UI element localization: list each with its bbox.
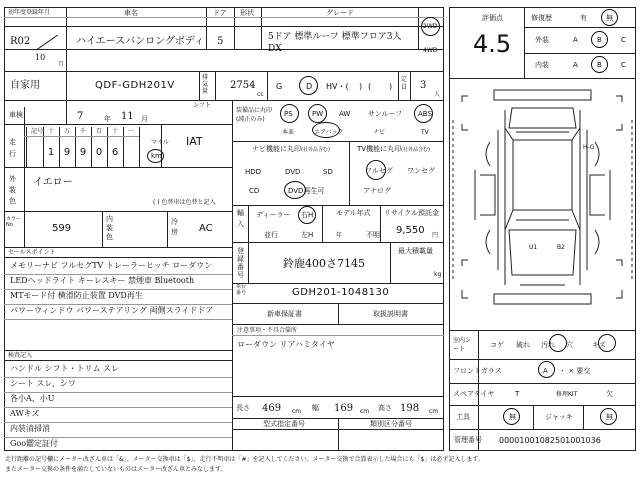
navi-item: SD <box>323 168 333 176</box>
odo-divider <box>26 127 27 167</box>
month-value: 10 <box>35 53 46 62</box>
tv-item: ワンセグ <box>407 167 435 175</box>
recycle-value: 9,550 <box>396 225 425 236</box>
class-number-label: 類別区分番号 <box>370 420 412 428</box>
width-unit: cm <box>360 408 370 415</box>
ac-label: 冷房 <box>171 218 178 236</box>
tv-note-text: (社外品含む) <box>401 147 430 153</box>
equip-item: サンルーフ <box>368 110 403 118</box>
right-hand-circle <box>298 206 316 224</box>
inspection-month-unit: 月 <box>141 115 148 123</box>
navi-title <box>252 146 330 153</box>
dvd-play-circle <box>284 181 306 199</box>
reg-year-label: 初年度登録年月 <box>8 9 51 16</box>
tv-title-text: TV機能に丸印 <box>357 145 402 153</box>
shift-label: シフト <box>193 102 212 109</box>
height-value: 198 <box>400 403 420 414</box>
notes-label: 注意事項・不具合箇所 <box>237 327 298 334</box>
equipment-sub-text: (純正のみ) <box>236 116 265 123</box>
recycle-label: リサイクル預託金 <box>384 209 440 217</box>
seat-item: キズ <box>592 341 606 349</box>
odo-divider <box>91 127 92 167</box>
car-diagram <box>450 80 635 320</box>
exterior-color: イエロー <box>33 177 73 188</box>
car-name-label: 車名 <box>124 9 138 17</box>
equip-item: ナビ <box>373 129 386 136</box>
equip-item: PS <box>284 110 293 118</box>
spare-label: スペアタイヤ <box>453 390 495 398</box>
management-number: 00001001082501001036 <box>499 436 601 445</box>
recycle-unit: 円 <box>432 232 439 239</box>
height-label: 高さ <box>378 404 392 412</box>
registration-label: 登録番号 <box>237 247 244 279</box>
month-unit: 月 <box>58 61 65 68</box>
repair-no: 無 <box>606 14 613 22</box>
sales-point-line: パワーウィンドウ パワーステアリング 両側スライドドア <box>10 306 214 315</box>
diagram-h-label: H-G <box>583 144 595 151</box>
type-number-label: 型式指定番号 <box>263 420 305 428</box>
fuel-d: D <box>306 82 313 91</box>
airbag-circle <box>312 122 340 138</box>
navi-title-text: ナビ機能に丸印 <box>252 145 301 153</box>
fuel-close1: ) <box>359 82 363 91</box>
odo-divider <box>59 127 60 167</box>
jack-none-circle <box>600 408 617 425</box>
navi-item: DVD再生可 <box>288 187 325 195</box>
color-no-label: カラーNo <box>6 216 22 228</box>
displacement-unit: cc <box>257 91 264 98</box>
glass-a: A <box>543 367 548 375</box>
odo-divider <box>75 127 76 167</box>
inspector-label: 検査記入 <box>8 352 33 359</box>
shift-value: IAT <box>186 135 203 148</box>
odo-divider <box>139 127 140 167</box>
inspector-rule <box>4 437 232 438</box>
inspector-rule <box>4 377 232 378</box>
door-label: ドア <box>213 9 227 17</box>
repair-yes: 有 <box>580 14 587 22</box>
inspector-line: 内装清掃消 <box>10 424 50 433</box>
tv-item: フルセグ <box>365 167 393 175</box>
length-unit: cm <box>292 408 302 415</box>
shape-label: 形状 <box>240 9 254 17</box>
seat-label: 室内シート <box>453 337 472 353</box>
seat-item: 破れ <box>516 341 530 349</box>
seat-item: 穴 <box>566 341 573 349</box>
length-value: 469 <box>262 403 282 414</box>
inspector-line: シート スレ、シワ <box>10 379 76 388</box>
inspector-line: Goo鑑定証付 <box>10 439 59 448</box>
tv-item: アナログ <box>363 187 391 195</box>
footer-line2: またメーター交換の条件を満たしていないものはメーター改ざん車とみなします。 <box>5 466 227 473</box>
capacity-label: 定員 <box>401 76 408 91</box>
model-year-value: 不明 <box>366 231 380 239</box>
odo-digit-head: 記号 <box>31 128 44 135</box>
odometer-label: 走行 <box>9 138 16 158</box>
repair-label: 修復歴 <box>531 14 552 22</box>
equipment-label-text: 装備品に丸印 <box>236 107 273 114</box>
navi-item: HDD <box>245 168 262 176</box>
grade-option: B <box>597 61 602 69</box>
odo-digit-head: 十 <box>48 128 55 135</box>
km-label: km <box>151 152 162 160</box>
height-unit: cm <box>429 408 439 415</box>
sales-point-line: LEDヘッドライト キーレスキー 禁煙車 Bluetooth <box>10 276 195 285</box>
footer-line1: 走行距離の記号欄にメーター改ざん車は「&」、メーター交換車は「$」、走行不明車は「#」を記入してください。メーター交換で合算表示した場合にも「$」は必ず記入します。 <box>5 456 484 463</box>
odo-divider <box>43 127 44 167</box>
sales-rule <box>4 274 232 275</box>
odo-digit-head: 千 <box>80 128 87 135</box>
width-label: 幅 <box>312 404 319 412</box>
seat-item: 汚れ <box>541 341 555 349</box>
sales-rule <box>4 319 232 320</box>
tools-none-circle <box>503 408 520 425</box>
notes-text: ローダウン リアハミタイヤ <box>237 340 335 349</box>
equip-circle <box>308 104 327 123</box>
import-left: 左H <box>301 231 314 239</box>
grade-b-circle <box>591 31 608 48</box>
grade-option: B <box>597 36 602 44</box>
import-right: 右H <box>301 211 314 219</box>
displacement-value: 2754 <box>230 80 256 91</box>
navi-note-text: (社外品含む) <box>301 147 330 153</box>
fuel-d-circle <box>299 76 318 95</box>
score-label: 評価点 <box>482 14 503 22</box>
spare-t: T <box>515 390 520 398</box>
exterior-grade-label: 外装 <box>535 36 549 44</box>
odo-digit: 1 <box>47 147 55 158</box>
grade-option: A <box>573 61 578 69</box>
import-parallel: 並行 <box>264 231 278 239</box>
grade-label: グレード <box>326 9 354 17</box>
equip-item: 本革 <box>282 129 295 136</box>
model-year-label: モデル年式 <box>336 209 371 217</box>
width-value: 169 <box>334 403 354 414</box>
sales-points-label: セールスポイント <box>8 249 56 256</box>
seat-scratch-circle <box>598 334 616 352</box>
equip-item: TV <box>421 129 429 136</box>
fuel-close2: ) <box>389 82 393 91</box>
chassis-label: 車台番号 <box>236 284 247 296</box>
odo-digit-head: 一 <box>128 128 135 135</box>
management-label: 管理番号 <box>454 436 482 444</box>
navi-item: DVD <box>285 168 301 176</box>
equip-item: ABS <box>418 110 432 118</box>
odo-head-line <box>24 136 139 137</box>
seat-stain-circle <box>549 334 567 352</box>
equipment-label <box>236 106 272 124</box>
tv-title <box>357 146 430 153</box>
manual-label: 取扱説明書 <box>373 310 408 318</box>
inspector-rule <box>4 422 232 423</box>
jack-label: ジャッキ <box>545 413 573 421</box>
usage-value: 自家用 <box>10 80 40 91</box>
diagram-u-label: U1 <box>529 244 538 251</box>
registration-number: 鈴鹿400さ7145 <box>283 257 365 270</box>
odo-digit-head: 百 <box>96 128 103 135</box>
odo-digit: 9 <box>79 147 87 158</box>
capacity-value: 3 <box>420 80 427 91</box>
model-code: QDF-GDH201V <box>95 80 175 91</box>
diagram-b-label: B2 <box>557 244 565 251</box>
equip-circle <box>414 104 433 123</box>
doors-value: 5 <box>217 36 224 47</box>
sales-rule <box>4 304 232 305</box>
interior-grade-label: 内装 <box>535 61 549 69</box>
model-year-unit: 年 <box>336 232 343 239</box>
fuel-hv: HV・( <box>326 82 349 91</box>
interior-color-label: 内装色 <box>106 215 113 241</box>
odo-digit: 0 <box>95 147 103 158</box>
odo-digit-head: 十 <box>112 128 119 135</box>
tools-none: 無 <box>509 413 516 421</box>
spare-kit: 修理KIT <box>556 391 578 398</box>
sales-point-line: MTモード付 横滑防止装置 DVD再生 <box>10 291 143 300</box>
grade-option: C <box>621 61 626 69</box>
odo-digit: 9 <box>63 147 71 158</box>
score-value: 4.5 <box>473 30 512 58</box>
fuel-g: G <box>276 82 283 91</box>
glass-rest: ・ × 要交 <box>559 367 591 375</box>
navi-item: CD <box>249 187 260 195</box>
inspector-rule <box>4 407 232 408</box>
sales-point-line: メモリーナビ フルセグTV トレーラーヒッチ ローダウン <box>10 261 213 270</box>
equip-circle <box>280 104 299 123</box>
exterior-note: ( ) 色替車は色替と記入 <box>153 199 216 206</box>
inspector-rule <box>4 392 232 393</box>
exterior-label: 外装色 <box>9 175 16 205</box>
grade-b-circle <box>591 56 608 73</box>
inspector-line: AWキズ <box>10 409 40 418</box>
grade-value: 5ドア 標準ルーフ 標準フロア3人 DX <box>268 32 402 54</box>
inspection-month: 11 <box>121 111 134 122</box>
color-code: 599 <box>52 223 72 234</box>
jack-none: 無 <box>606 413 613 421</box>
mile-label: マイル <box>151 139 169 146</box>
inspector-line: 各小A、小U <box>10 394 55 403</box>
seat-item: コゲ <box>490 341 504 349</box>
car-name-value: ハイエースバンロングボディ <box>76 36 205 47</box>
inspector-line: ハンドル シフト・トリム スレ <box>10 364 120 373</box>
chassis-number: GDH201-1048130 <box>292 287 390 298</box>
sales-rule <box>4 289 232 290</box>
new-car-warranty: 新車保証書 <box>267 310 302 318</box>
equip-item: エアバック <box>314 129 344 136</box>
glass-a-circle <box>538 361 555 378</box>
tools-label: 工具 <box>456 413 470 421</box>
odo-divider <box>107 127 108 167</box>
equip-item: PW <box>312 110 324 118</box>
glass-label: フロントガラス <box>453 367 502 375</box>
era-year: R02 <box>10 36 31 47</box>
fuel-paren-open: ( <box>368 82 372 91</box>
drive-4wd: 4WD <box>423 47 438 54</box>
fullseg-circle <box>366 160 386 180</box>
equip-item: AW <box>339 110 351 118</box>
length-label: 長さ <box>236 404 250 412</box>
inspection-year: 7 <box>77 111 84 122</box>
displacement-label: 排気量 <box>202 74 209 95</box>
repair-no-circle <box>601 9 618 26</box>
grade-option: C <box>621 36 626 44</box>
inspection-label: 車検 <box>9 111 23 119</box>
inspection-year-unit: 年 <box>104 115 111 123</box>
odo-digit-head: 万 <box>64 128 71 135</box>
drive-2wd: 2WD <box>423 23 438 30</box>
ac-value: AC <box>199 223 213 234</box>
odo-divider <box>123 127 124 167</box>
import-dealer: ディーラー <box>256 211 291 219</box>
odo-digit: 6 <box>111 147 119 158</box>
spare-none: 欠 <box>606 390 613 398</box>
grade-option: A <box>573 36 578 44</box>
max-load-label: 最大積載量 <box>398 247 433 255</box>
capacity-unit: 人 <box>434 91 441 98</box>
max-load-unit: kg <box>434 271 442 278</box>
import-label: 輸入 <box>237 209 244 228</box>
